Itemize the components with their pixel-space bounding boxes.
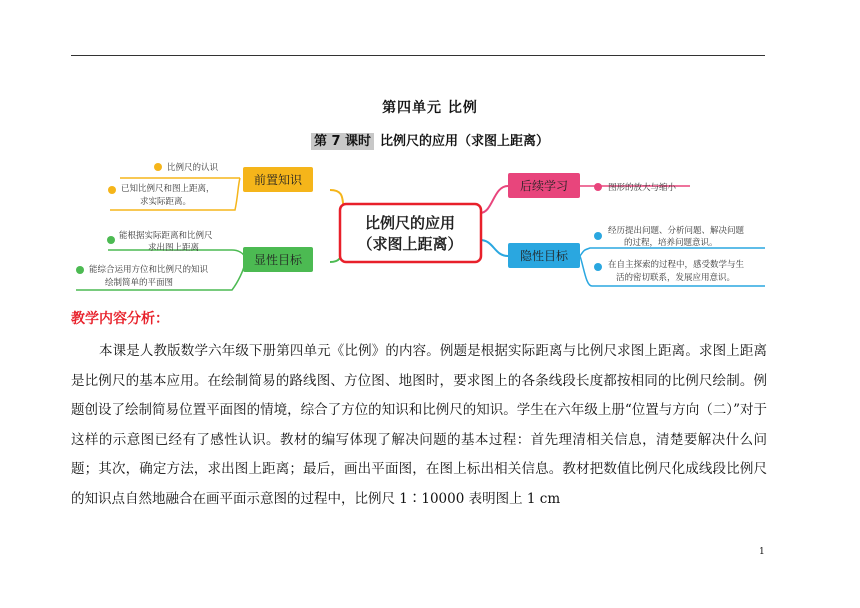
list-item: 绘制简单的平面图 <box>105 278 174 288</box>
lesson-number: 第 7 课时 <box>311 133 374 150</box>
list-item: 活的密切联系，发展应用意识。 <box>616 273 736 283</box>
list-item: 求出图上距离 <box>148 243 200 253</box>
list-item: 能根据实际距离和比例尺 <box>119 231 213 241</box>
bullet-icon <box>108 186 116 194</box>
list-item: 的过程，培养问题意识。 <box>624 238 718 248</box>
bullet-icon <box>594 232 602 240</box>
bullet-icon <box>107 236 115 244</box>
center-title-line2: （求图上距离） <box>357 235 463 253</box>
list-item: 图形的放大与缩小 <box>608 183 677 193</box>
list-item: 能综合运用方位和比例尺的知识 <box>89 265 209 275</box>
list-item: 求实际距离。 <box>140 197 192 207</box>
branch-prior-knowledge <box>108 162 313 207</box>
analysis-heading: 教学内容分析： <box>71 311 169 327</box>
bullet-icon <box>154 163 162 171</box>
page-number: 1 <box>759 547 765 557</box>
center-node <box>340 204 481 262</box>
center-title-line1: 比例尺的应用 <box>364 214 456 232</box>
branch-label: 前置知识 <box>253 173 303 187</box>
list-item: 已知比例尺和图上距离， <box>121 184 215 194</box>
branch-label: 后续学习 <box>519 179 569 193</box>
list-item: 经历提出问题、分析问题、解决问题 <box>608 226 745 236</box>
branch-explicit-goals <box>76 230 313 288</box>
bullet-icon <box>594 183 602 191</box>
branch-label: 显性目标 <box>253 253 303 267</box>
lesson-name: 比例尺的应用（求图上距离） <box>380 134 550 149</box>
list-item: 在自主探索的过程中，感受数学与生 <box>608 260 745 270</box>
analysis-paragraph: 本课是人教版数学六年级下册第四单元《比例》的内容。例题是根据实际距离与比例尺求图上距离。求图上距离是比例尺的基本应用。在绘制简易的路线图、方位图、地图时，要求图上的各条线段长度都按相同的比例尺绘制。例题创设了绘制简易位置平面图的情境，综合了方位的知识和比例尺的知识。学生在六年级上册“位置与方向（二）”对于这样的示意图已经有了感性认识。教材的编写体现了解决问题的基本过程：首先理清相关信息，清楚要解决什么问题；其次，确定方法，求出图上距离；最后，画出平面图，在图上标出相关信息。教材把数值比例尺化成线段比例尺的知识点自然地融合在画平面示意图的过程中，比例尺 1∶10000 表明图上 1 cm <box>71 343 767 507</box>
branch-implicit-goals <box>508 225 745 283</box>
bullet-icon <box>76 266 84 274</box>
unit-title: 第四单元 比例 <box>382 100 478 116</box>
list-item: 比例尺的认识 <box>167 163 219 173</box>
bullet-icon <box>594 263 602 271</box>
branch-label: 隐性目标 <box>519 249 569 263</box>
